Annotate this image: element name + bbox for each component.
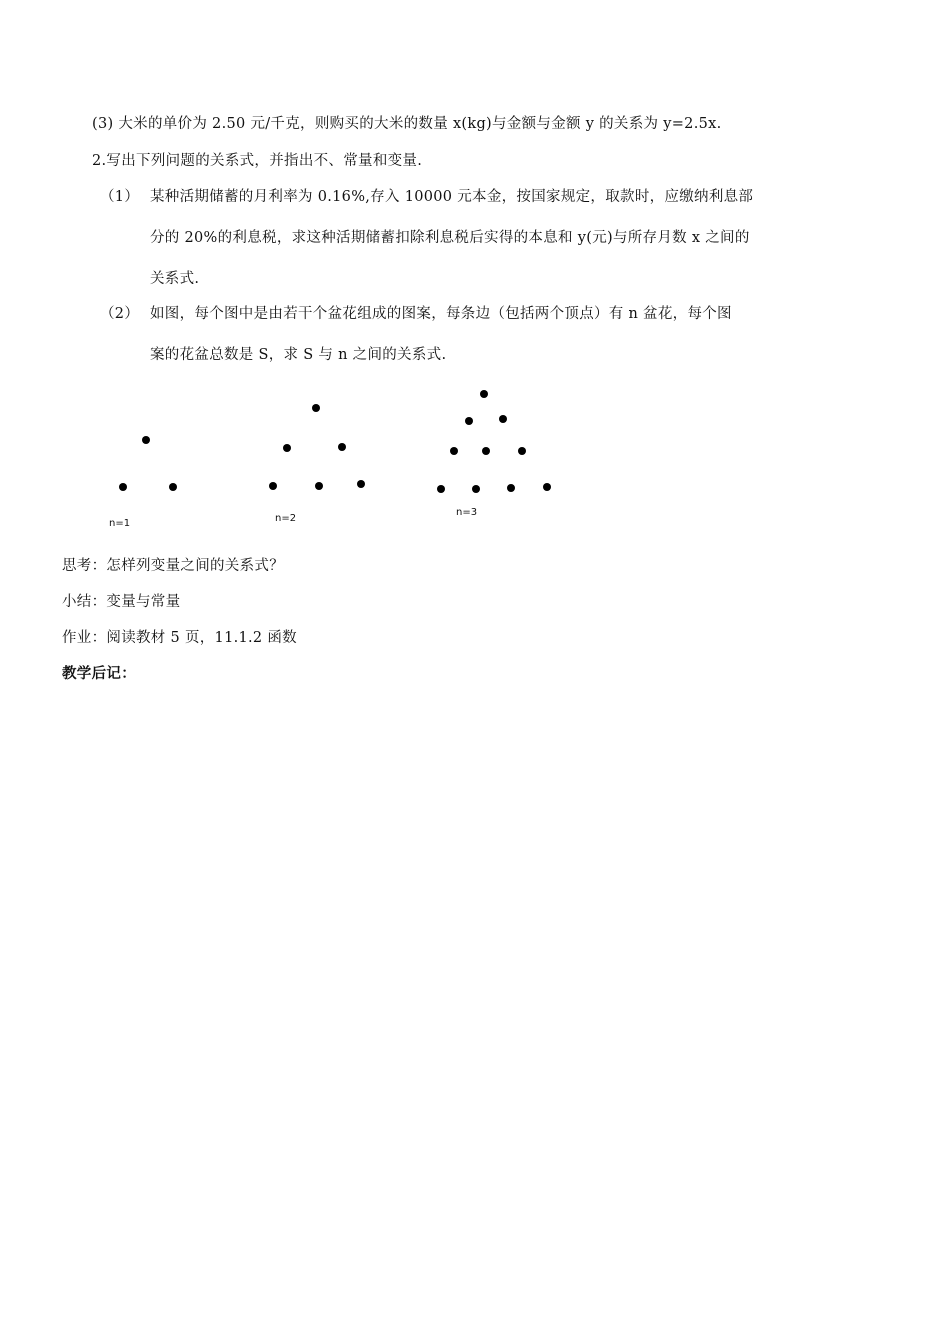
q1-line-2: 分的 20%的利息税，求这种活期储蓄扣除利息税后实得的本息和 y(元)与所存月数 x 之间的 [150, 230, 750, 246]
homework-text: 作业：阅读教材 5 页，11.1.2 函数 [62, 630, 297, 646]
pot-dot [315, 482, 323, 490]
postscript-heading: 教学后记： [62, 666, 136, 682]
q1-line-1: 某种活期储蓄的月利率为 0.16%,存入 10000 元本金，按国家规定，取款时，应缴纳利息部 [150, 189, 754, 205]
pot-dot [169, 483, 177, 491]
pot-dot [507, 484, 515, 492]
pot-dot [518, 447, 526, 455]
task-2-heading: 2.写出下列问题的关系式，并指出不、常量和变量. [92, 153, 423, 169]
q1-number: （1） [100, 189, 140, 205]
pot-dot [283, 444, 291, 452]
pot-dot [142, 436, 150, 444]
q1-line-3: 关系式. [150, 271, 200, 287]
figure-label-n1: n=1 [109, 518, 131, 529]
q2-line-1: 如图，每个图中是由若干个盆花组成的图案，每条边（包括两个顶点）有 n 盆花，每个图 [150, 306, 732, 322]
q2-number: （2） [100, 306, 140, 322]
pot-dot [482, 447, 490, 455]
pot-dot [119, 483, 127, 491]
pot-dot [472, 485, 480, 493]
pot-dot [357, 480, 365, 488]
pot-dot [269, 482, 277, 490]
figure-label-n3: n=3 [456, 507, 478, 518]
pot-dot [465, 417, 473, 425]
pot-dot [450, 447, 458, 455]
pot-dot [338, 443, 346, 451]
summary-text: 小结：变量与常量 [62, 594, 181, 610]
pot-dot [499, 415, 507, 423]
think-text: 思考：怎样列变量之间的关系式？ [62, 558, 284, 574]
figure-label-n2: n=2 [275, 513, 297, 524]
pot-dot [312, 404, 320, 412]
pot-dot [480, 390, 488, 398]
pot-dot [437, 485, 445, 493]
q2-line-2: 案的花盆总数是 S，求 S 与 n 之间的关系式. [150, 347, 447, 363]
question-3-text: (3) 大米的单价为 2.50 元/千克，则购买的大米的数量 x(kg)与金额与金额 y 的关系为 y=2.5x. [92, 116, 722, 132]
pot-dot [543, 483, 551, 491]
